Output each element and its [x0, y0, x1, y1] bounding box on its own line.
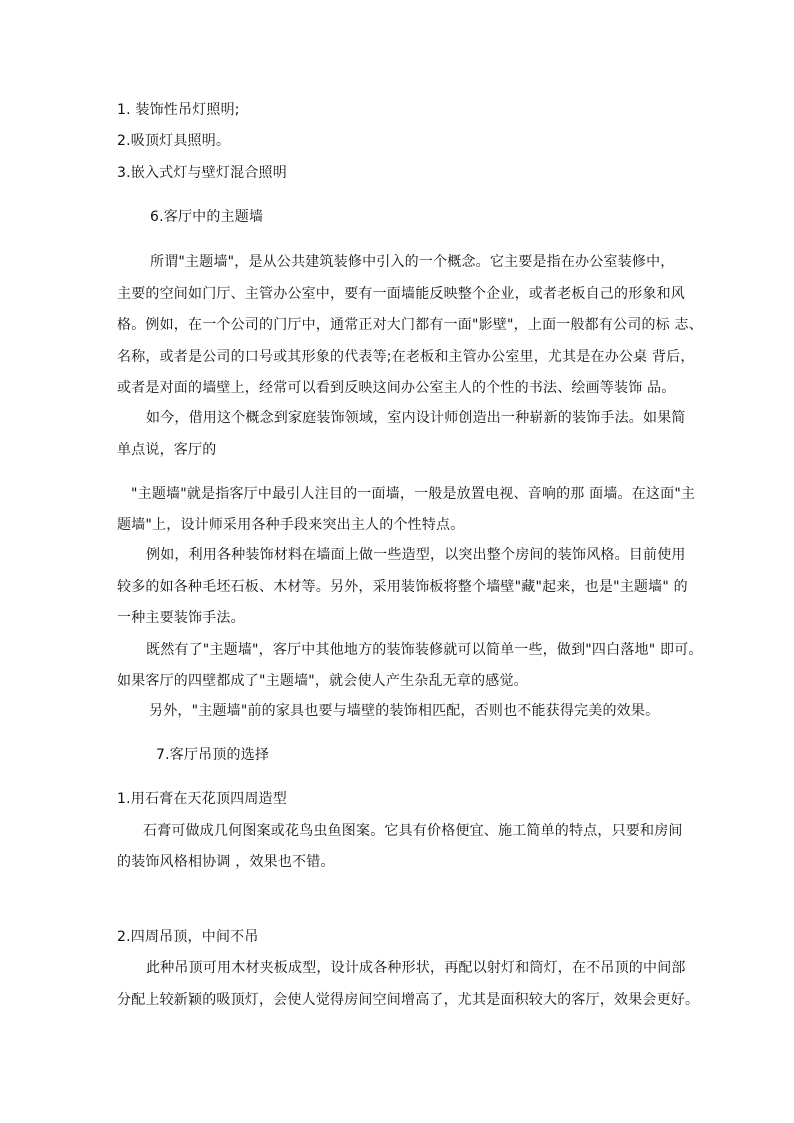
paragraph-line: 主要的空间如门厅、主管办公室中，要有一面墙能反映整个企业，或者老板自己的形象和风 — [117, 286, 685, 302]
section-heading: 6.客厅中的主题墙 — [150, 209, 264, 225]
paragraph-line: 单点说，客厅的 — [117, 442, 217, 458]
paragraph-line: 较多的如各种毛坯石板、木材等。另外，采用装饰板将整个墙壁"藏"起来，也是"主题墙" 的 — [117, 579, 688, 595]
paragraph-line: "主题墙"就是指客厅中最引人注目的一面墙，一般是放置电视、音响的那 面墙。在这面"主 — [131, 486, 696, 502]
paragraph-line: 分配上较新颖的吸顶灯，会使人觉得房间空间增高了，尤其是面积较大的客厅，效果会更好。 — [117, 992, 700, 1008]
paragraph-line: 一种主要装饰手法。 — [117, 610, 245, 626]
paragraph-line: 格。例如，在一个公司的门厅中，通常正对大门都有一面"影壁"，上面一般都有公司的标 志、 — [117, 317, 703, 333]
list-item: 2.吸顶灯具照明。 — [117, 133, 231, 149]
paragraph-line: 另外，"主题墙"前的家具也要与墙壁的装饰相匹配，否则也不能获得完美的效果。 — [149, 703, 660, 719]
paragraph-line: 如今，借用这个概念到家庭装饰领域，室内设计师创造出一种崭新的装饰手法。如果简 — [146, 410, 686, 426]
paragraph-line: 如果客厅的四壁都成了"主题墙"，就会使人产生杂乱无章的感觉。 — [117, 673, 528, 689]
subsection-title: 2.四周吊顶，中间不吊 — [117, 929, 259, 945]
paragraph-line: 既然有了"主题墙"，客厅中其他地方的装饰装修就可以简单一些，做到"四白落地" 即可。 — [146, 642, 703, 658]
paragraph-line: 题墙"上，设计师采用各种手段来突出主人的个性特点。 — [117, 517, 465, 533]
list-item: 1. 装饰性吊灯照明; — [117, 102, 240, 118]
paragraph-line: 的装饰风格相协调 ，效果也不错。 — [117, 854, 335, 870]
section-heading: 7.客厅吊顶的选择 — [156, 747, 270, 763]
paragraph-line: 名称，或者是公司的口号或其形象的代表等;在老板和主管办公室里，尤其是在办公桌 背后， — [117, 349, 695, 365]
paragraph-line: 例如，利用各种装饰材料在墙面上做一些造型，以突出整个房间的装饰风格。目前使用 — [146, 547, 686, 563]
paragraph-line: 或者是对面的墙壁上，经常可以看到反映这间办公室主人的个性的书法、绘画等装饰 品。 — [117, 380, 676, 396]
list-item: 3.嵌入式灯与壁灯混合照明 — [117, 165, 287, 181]
paragraph-line: 所谓"主题墙"，是从公共建筑装修中引入的一个概念。它主要是指在办公室装修中， — [150, 254, 675, 270]
paragraph-line: 此种吊顶可用木材夹板成型，设计成各种形状，再配以射灯和筒灯，在不吊顶的中间部 — [146, 960, 686, 976]
subsection-title: 1.用石膏在天花顶四周造型 — [117, 791, 287, 807]
paragraph-line: 石膏可做成几何图案或花鸟虫鱼图案。它具有价格便宜、施工简单的特点，只要和房间 — [143, 823, 683, 839]
